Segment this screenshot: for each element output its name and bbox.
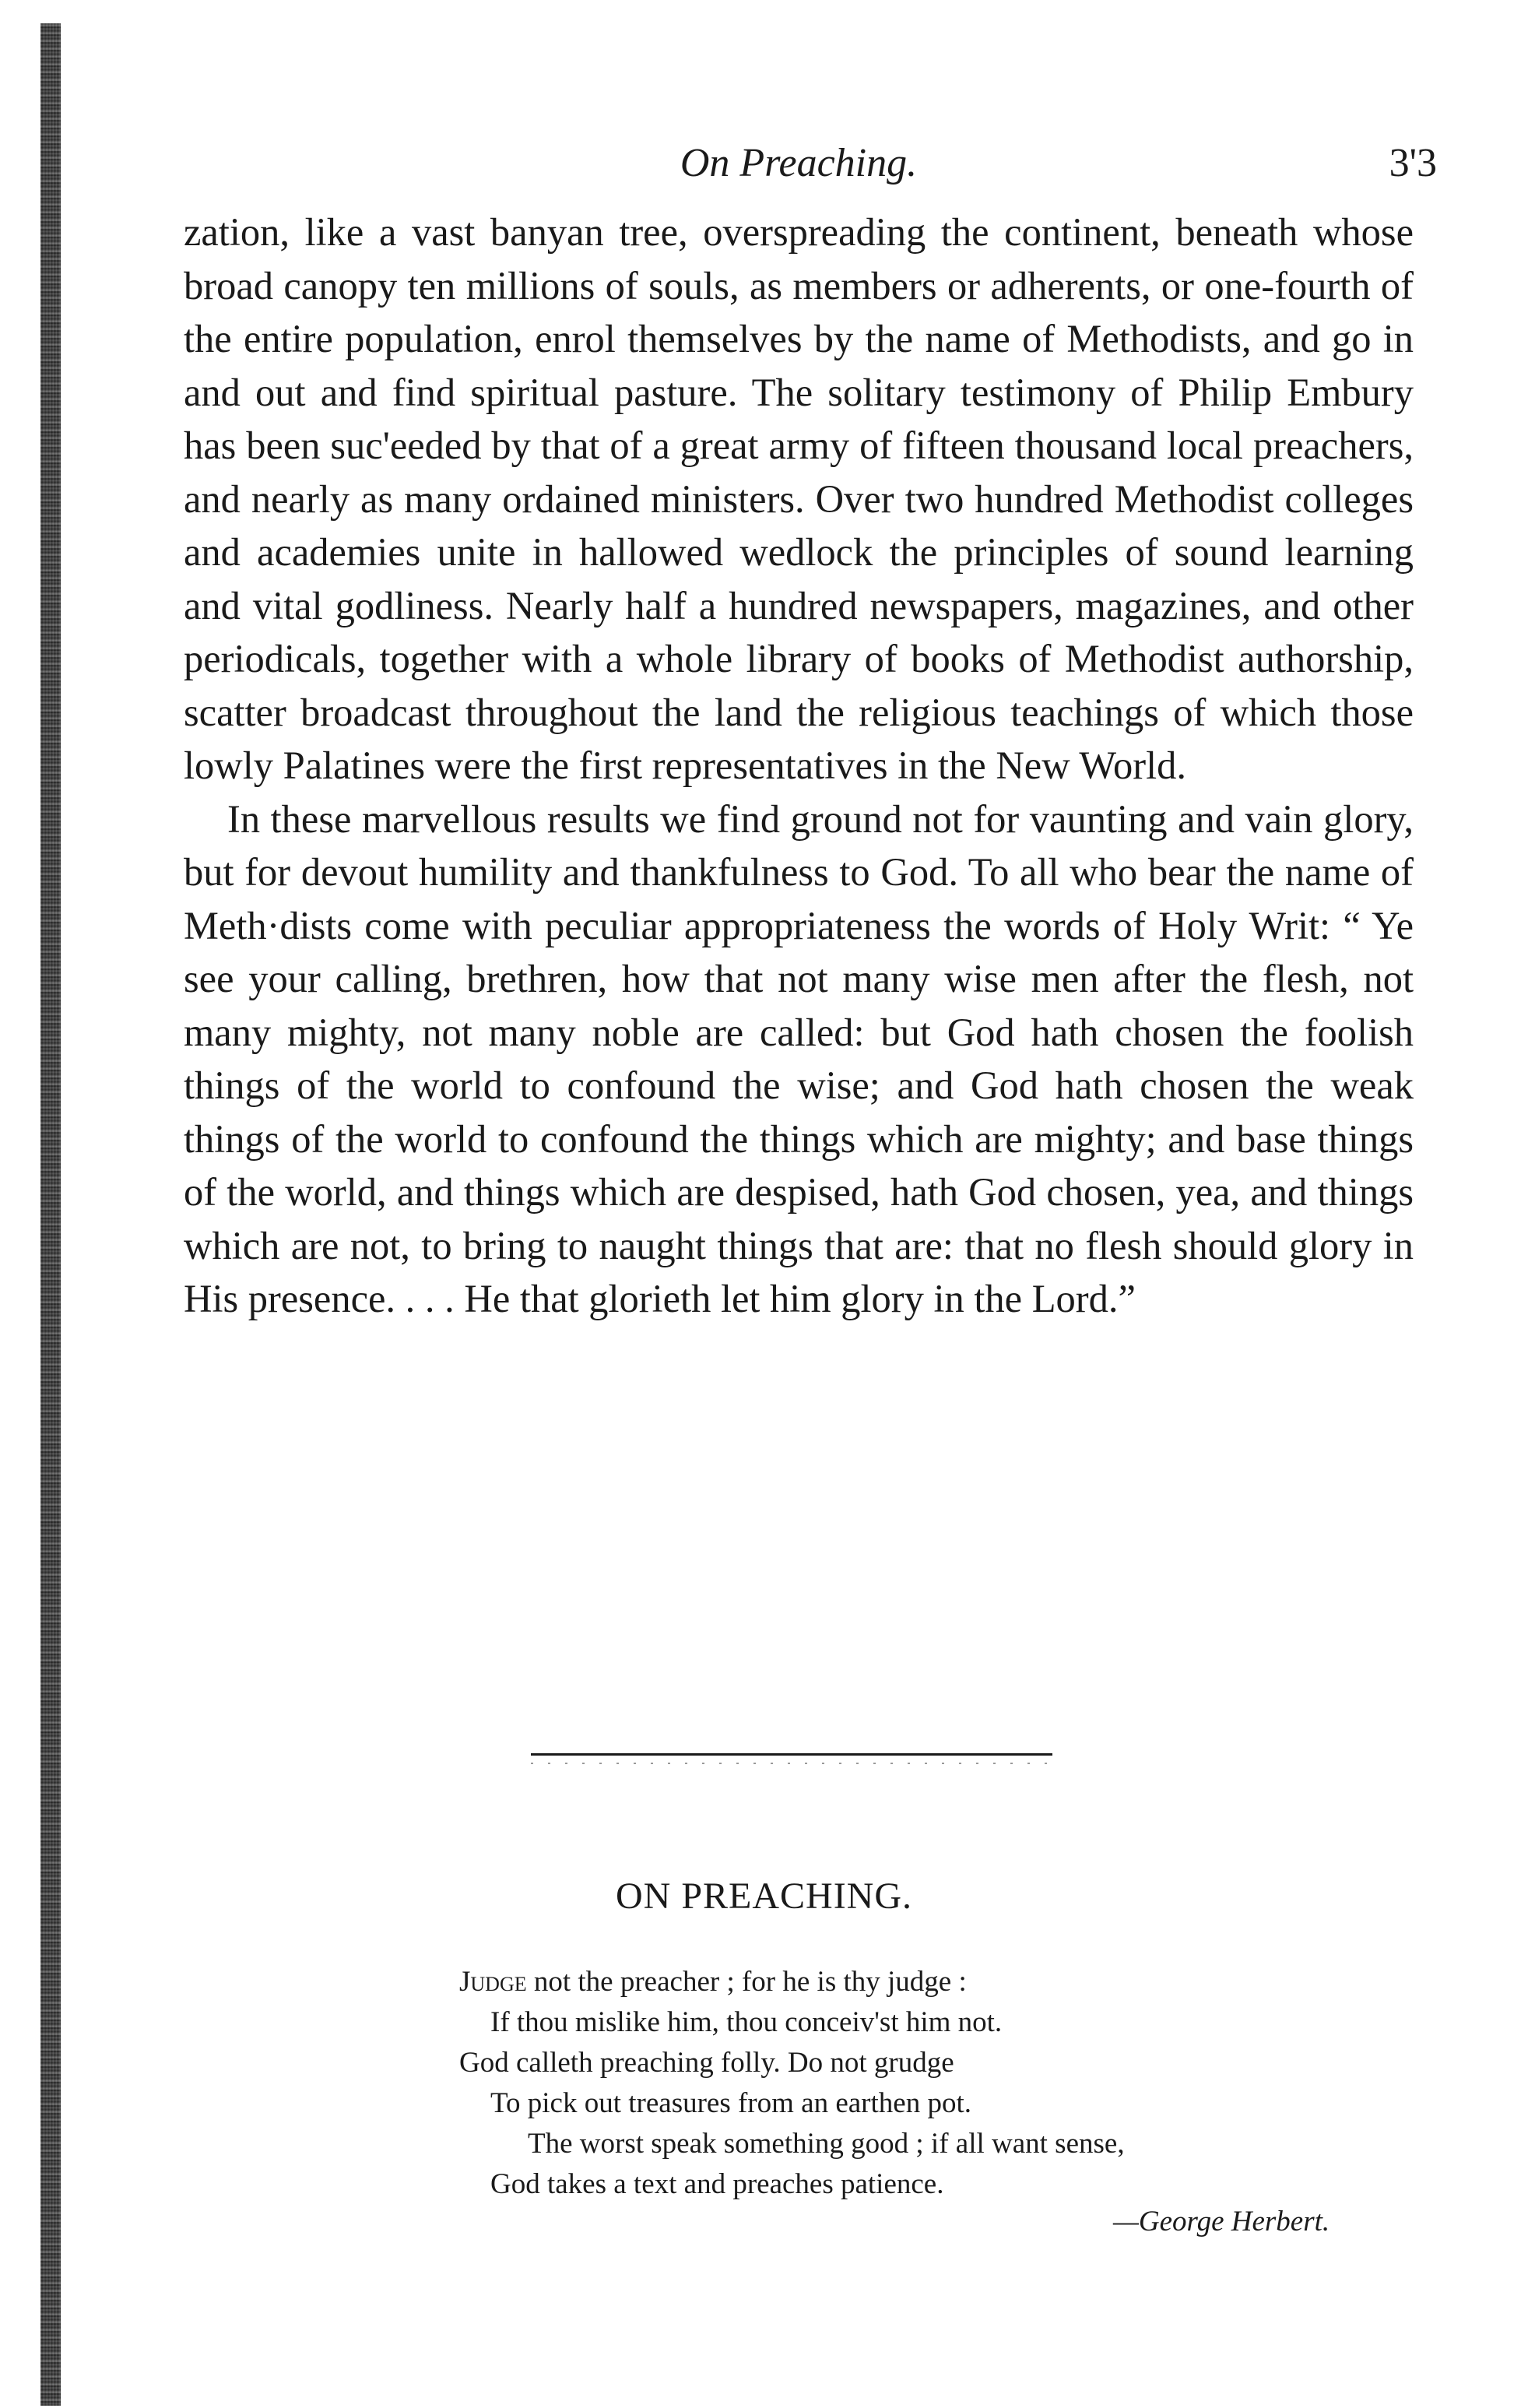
poem-line-5: The worst speak something good ; if all want sense, bbox=[528, 2128, 1125, 2160]
poem-line-1-text: not the preacher ; for he is thy judge : bbox=[526, 1966, 967, 1998]
poem-line-6: God takes a text and preaches patience. bbox=[490, 2168, 944, 2200]
running-head bbox=[184, 140, 1437, 195]
poem-line-3: God calleth preaching folly. Do not grudge bbox=[459, 2047, 954, 2079]
poem bbox=[459, 1962, 1125, 2205]
poem-line-4: To pick out treasures from an earthen pot. bbox=[490, 2087, 971, 2119]
page bbox=[184, 140, 1437, 1326]
section-divider bbox=[531, 1753, 1052, 1756]
binding-edge bbox=[40, 23, 61, 2406]
page-number: 3'3 bbox=[1389, 141, 1437, 185]
poem-line-2: If thou mislike him, thou conceiv'st him not. bbox=[490, 2006, 1003, 2038]
poem-attribution: —George Herbert. bbox=[1113, 2206, 1330, 2238]
poem-line-1 bbox=[459, 1962, 1125, 2002]
section-divider-dots bbox=[531, 1763, 1052, 1764]
section-title: ON PREACHING. bbox=[615, 1875, 912, 1917]
paragraph-2: In these marvellous results we find ground not for vaunting and vain glory, but for devout humility and thankfulness to God. To all who bear the name of Meth·dists come with peculiar appropriateness the words of Holy Writ: “ Ye see your calling, brethren, how that not many wise men after the flesh, not many mighty, not many noble are called: but God hath chosen the foolish things of the world to confound the wise; and God hath chosen the weak things of the world to confound the things which are mighty; and base things of the world, and things which are despised, hath God chosen, yea, and things which are not, to bring to naught things that are: that no flesh should glory in His presence. . . . He that glorieth let him glory in the Lord.” bbox=[184, 796, 1414, 1320]
running-title: On Preaching. bbox=[680, 141, 918, 185]
poem-lead-word: Judge bbox=[459, 1966, 527, 1998]
body-text bbox=[184, 206, 1414, 1326]
paragraph-1: zation, like a vast banyan tree, overspreading the continent, beneath whose broad canopy ten millions of souls, as members or adherents, or one-fourth of the entire population, enrol themselves by the name of Methodists, and go in and out and find spiritual pasture. The solitary testimony of Philip Embury has been suc'eeded by that of a great army of fifteen thousand local preachers, and nearly as many ordained ministers. Over two hundred Methodist colleges and academies unite in hallowed wedlock the principles of sound learning and vital godliness. Nearly half a hundred newspapers, magazines, and other periodicals, together with a whole library of books of Methodist authorship, scatter broadcast throughout the land the religious teachings of which those lowly Palatines were the first representatives in the New World. bbox=[184, 210, 1414, 787]
